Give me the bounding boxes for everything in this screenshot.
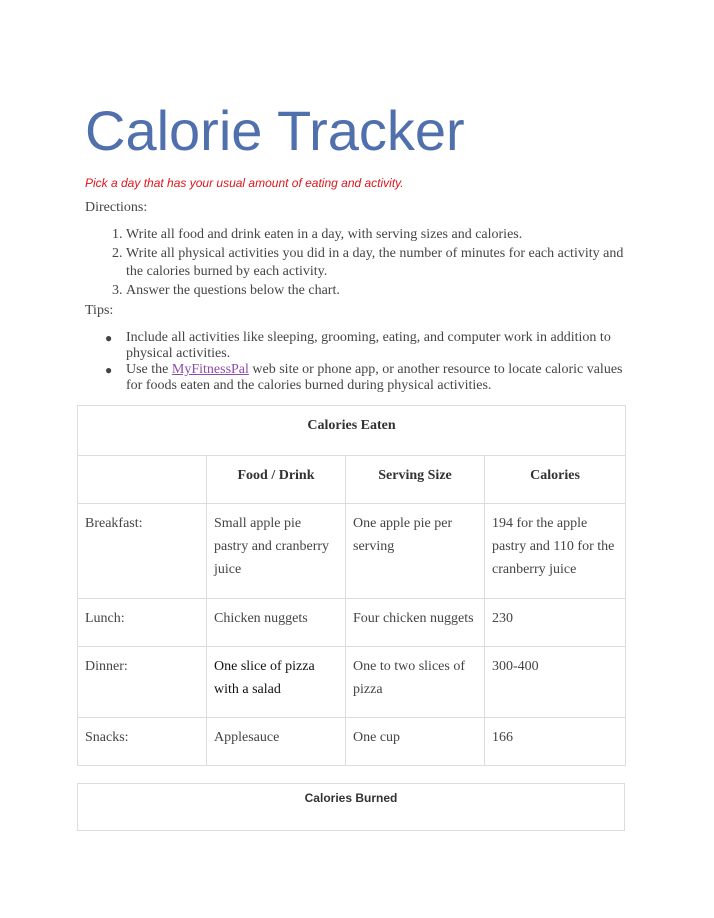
- tip-text-suffix: web site or phone app, or another resource to locate caloric values for foods eaten and the calories burned during physical activities.: [126, 362, 623, 393]
- calories-eaten-table: [77, 405, 626, 766]
- column-header-food: Food / Drink: [207, 456, 346, 504]
- meal-cell: Lunch:: [78, 599, 207, 647]
- column-header-calories: Calories: [485, 456, 626, 504]
- column-header-meal: [78, 456, 207, 504]
- table-title-row: [78, 406, 626, 456]
- food-cell: Applesauce: [207, 718, 346, 766]
- table-row: [78, 647, 626, 718]
- table-row: [78, 718, 626, 766]
- direction-step: 2. Write all physical activities you did in a day, the number of minutes for each activity and the calories burned by each activity.: [126, 245, 636, 282]
- directions-label: Directions:: [85, 200, 148, 215]
- tip-item: [105, 362, 636, 394]
- calories-burned-title: Calories Burned: [304, 791, 398, 805]
- calories-cell: 300-400: [485, 647, 626, 718]
- food-cell: Small apple pie pastry and cranberry juice: [207, 504, 346, 599]
- tip-text-prefix: Use the: [126, 362, 172, 377]
- food-cell: One slice of pizza with a salad: [207, 647, 346, 718]
- tips-label: Tips:: [85, 303, 114, 318]
- food-cell: Chicken nuggets: [207, 599, 346, 647]
- serving-cell: One apple pie per serving: [346, 504, 485, 599]
- calories-burned-table: [77, 783, 625, 831]
- meal-cell: Snacks:: [78, 718, 207, 766]
- meal-cell: Breakfast:: [78, 504, 207, 599]
- tip-item: [105, 330, 636, 362]
- serving-cell: One cup: [346, 718, 485, 766]
- direction-step: 1. Write all food and drink eaten in a day, with serving sizes and calories.: [126, 226, 636, 245]
- bullet-icon: ●: [105, 331, 113, 345]
- page-title: Calorie Tracker: [85, 99, 465, 162]
- myfitnesspal-link[interactable]: MyFitnessPal: [171, 362, 249, 377]
- table-row: [78, 599, 626, 647]
- table-header-row: [78, 456, 626, 504]
- table-row: [78, 504, 626, 599]
- calories-eaten-title: Calories Eaten: [78, 406, 626, 456]
- calories-cell: 166: [485, 718, 626, 766]
- tip-text: Include all activities like sleeping, grooming, eating, and computer work in addition to physical activities.: [126, 330, 611, 361]
- instruction-note: Pick a day that has your usual amount of eating and activity.: [85, 176, 404, 190]
- calories-cell: 194 for the apple pastry and 110 for the cranberry juice: [485, 504, 626, 599]
- bullet-icon: ●: [105, 363, 113, 377]
- serving-cell: Four chicken nuggets: [346, 599, 485, 647]
- meal-cell: Dinner:: [78, 647, 207, 718]
- calories-cell: 230: [485, 599, 626, 647]
- tips-list: [105, 330, 636, 394]
- direction-step: 3. Answer the questions below the chart.: [126, 282, 636, 301]
- directions-list: [126, 226, 636, 300]
- serving-cell: One to two slices of pizza: [346, 647, 485, 718]
- column-header-serving: Serving Size: [346, 456, 485, 504]
